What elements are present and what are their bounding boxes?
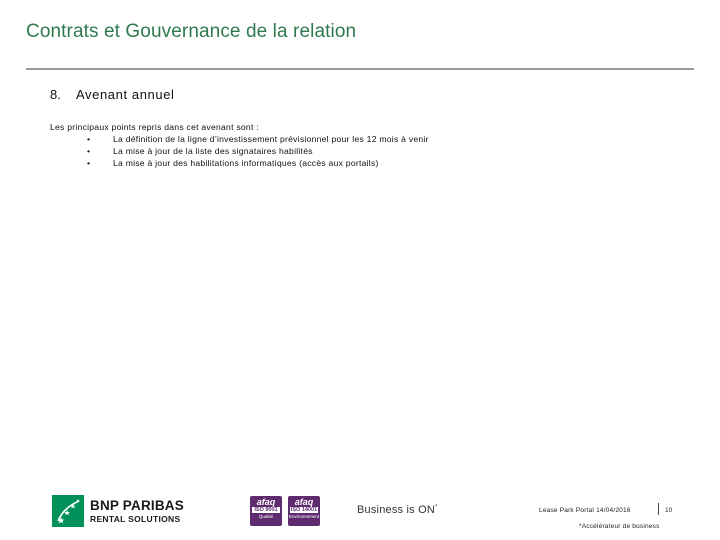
afaq-iso-9001-badge [250,496,282,526]
bullet-item [50,145,470,157]
afaq-iso-label: ISO 9001 [252,507,280,513]
afaq-iso-label: ISO 14001 [290,507,318,513]
slogan-text: Business is ON [357,504,435,516]
bullet-icon: • [87,134,91,144]
slogan [357,504,438,516]
section-number: 8. [50,87,61,102]
bullet-text: La mise à jour des habilitations informatiques (accès aux portails) [113,158,379,168]
bullet-text: La mise à jour de la liste des signataires habilités [113,146,313,156]
afaq-iso-14001-badge [288,496,320,526]
body-text [50,121,470,169]
intro-text: Les principaux points repris dans cet avenant sont : [50,122,259,132]
logo-line-2: RENTAL SOLUTIONS [90,513,181,524]
bullet-icon: • [87,146,91,156]
afaq-brand: afaq [294,497,314,507]
footer-separator [658,503,659,515]
bnp-stars-logo-icon [52,495,84,527]
bullet-item [50,133,470,145]
section-heading [50,87,175,102]
logo-line-1: BNP PARIBAS [90,498,184,513]
bullet-item [50,157,470,169]
page-number: 10 [665,507,673,514]
bullet-text: La définition de la ligne d’investissement prévisionnel pour les 12 mois à venir [113,134,429,144]
footnote: *Accélérateur de business [579,523,660,530]
title-divider [26,68,694,70]
bullet-icon: • [87,158,91,168]
slogan-mark: * [435,504,438,511]
afaq-sub-label: Qualité [258,514,274,519]
footer [0,488,720,540]
slide-title: Contrats et Gouvernance de la relation [26,21,357,42]
section-title: Avenant annuel [76,87,175,102]
bnp-paribas-logo [52,495,202,527]
footer-meta: Lease Park Portal 14/04/2016 [539,507,631,514]
bullet-list [50,133,470,169]
afaq-sub-label: Environnement [288,514,320,519]
afaq-brand: afaq [256,497,276,507]
